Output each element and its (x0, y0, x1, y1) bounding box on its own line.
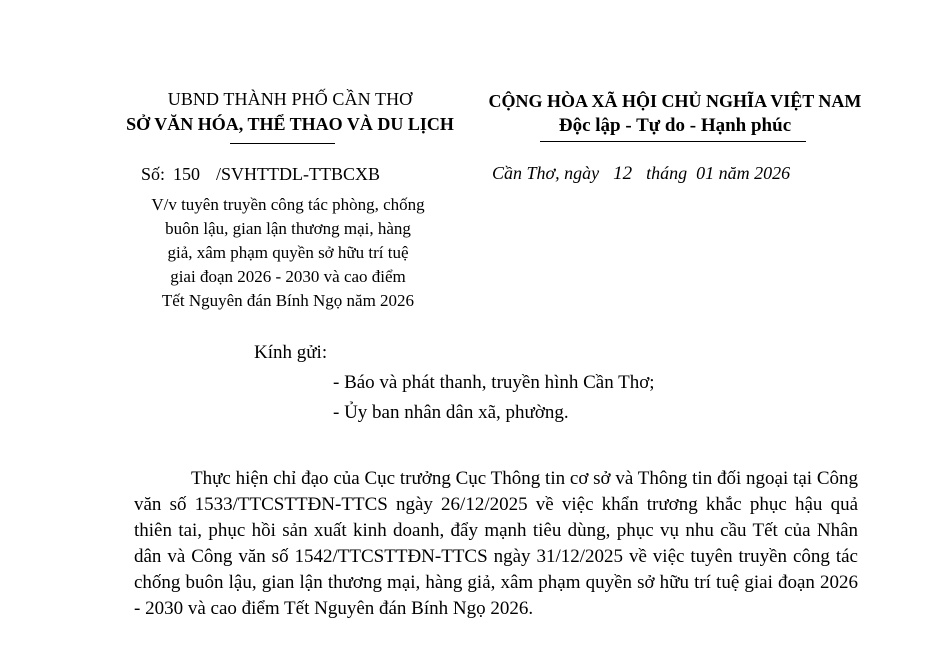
document-number-code: /SVHTTDL-TTBCXB (216, 164, 381, 184)
subject-block (105, 193, 471, 313)
document-number-value: 150 (173, 164, 201, 184)
recipient-item: - Báo và phát thanh, truyền hình Cần Thơ; (333, 372, 655, 393)
document-number (141, 164, 380, 185)
issuing-department: SỞ VĂN HÓA, THỂ THAO VÀ DU LỊCH (126, 114, 454, 134)
issuing-authority: UBND THÀNH PHỐ CẦN THƠ (167, 89, 413, 109)
subject-line: V/v tuyên truyền công tác phòng, chống (151, 195, 425, 214)
right-header-rule (540, 141, 806, 142)
national-title: CỘNG HÒA XÃ HỘI CHỦ NGHĨA VIỆT NAM (488, 91, 862, 111)
subject-line: giả, xâm phạm quyền sở hữu trí tuệ (167, 243, 409, 262)
date-place: Cần Thơ, ngày (492, 163, 600, 183)
date-month-year: tháng 01 năm 2026 (646, 163, 791, 183)
document-date (492, 163, 790, 185)
subject-line: buôn lậu, gian lận thương mại, hàng (165, 219, 411, 238)
recipients-label: Kính gửi: (254, 342, 328, 363)
document-number-prefix: Số: (141, 164, 166, 184)
subject-line: giai đoạn 2026 - 2030 và cao điểm (170, 267, 406, 286)
left-header-rule (230, 143, 335, 144)
subject-line: Tết Nguyên đán Bính Ngọ năm 2026 (161, 291, 415, 310)
national-motto: Độc lập - Tự do - Hạnh phúc (558, 115, 792, 136)
date-day: 12 (613, 163, 633, 184)
body-paragraph: Thực hiện chỉ đạo của Cục trưởng Cục Thông tin cơ sở và Thông tin đối ngoại tại Công văn số 1533/TTCSTTĐN-TTCS ngày 26/12/2025 về việc khẩn trương khắc phục hậu quả thiên tai, phục hồi sản xuất kinh doanh, đẩy mạnh tiêu dùng, phục vụ nhu cầu Tết của Nhân dân và Công văn số 1542/TTCSTTĐN-TTCS ngày 31/12/2025 về việc tuyên truyền công tác chống buôn lậu, gian lận thương mại, hàng giả, xâm phạm quyền sở hữu trí tuệ giai đoạn 2026 - 2030 và cao điểm Tết Nguyên đán Bính Ngọ 2026. (134, 468, 858, 619)
recipient-item: - Ủy ban nhân dân xã, phường. (333, 402, 569, 423)
